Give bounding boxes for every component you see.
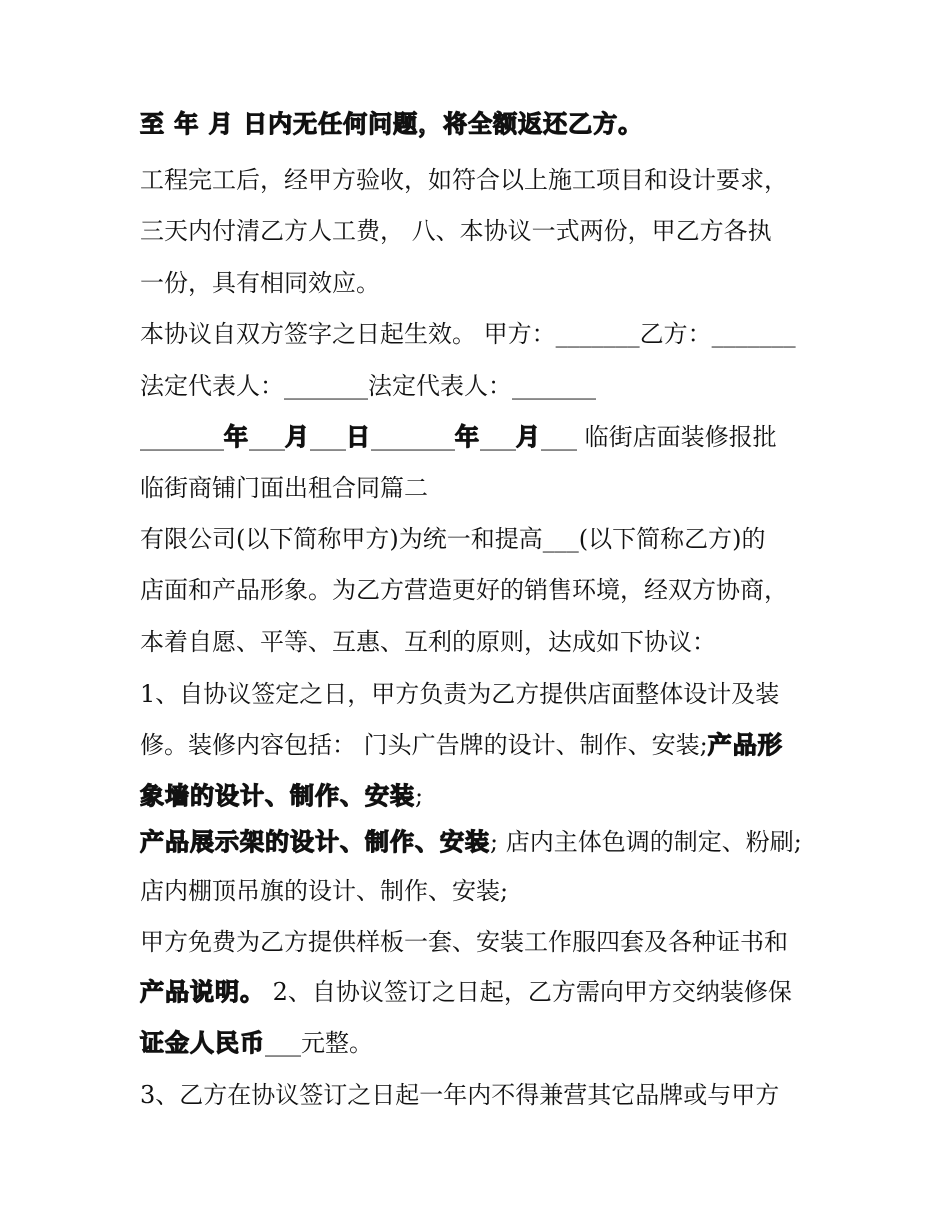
text-run: ___	[310, 423, 346, 451]
text-run: 一份，具有相同效应。	[140, 269, 380, 297]
text-line	[140, 927, 788, 957]
text-run: ___	[249, 423, 285, 451]
text-run: 工程完工后，经甲方验收，如符合以上施工项目和设计要求，	[140, 166, 788, 194]
text-run: 月	[285, 423, 310, 451]
text-run: _______	[371, 423, 455, 451]
text-line	[140, 977, 792, 1007]
text-line	[140, 319, 796, 349]
text-run: 有限公司(以下简称甲方)为统一和提高___(以下简称乙方)的	[140, 525, 766, 553]
text-run: 产品说明。	[140, 978, 265, 1006]
text-run: 1、自协议签定之日，甲方负责为乙方提供店面整体设计及装	[140, 680, 780, 708]
text-line	[140, 371, 596, 401]
text-line	[140, 575, 788, 605]
text-run: 产品形	[707, 731, 783, 759]
text-line	[140, 730, 783, 760]
text-run: 3、乙方在协议签订之日起一年内不得兼营其它品牌或与甲方	[140, 1081, 780, 1109]
text-run: 年	[224, 423, 249, 451]
text-run: 修。装修内容包括： 门头广告牌的设计、制作、安装;	[140, 731, 708, 759]
text-run: 临街商铺门面出租合同篇二	[140, 474, 428, 502]
text-line	[140, 524, 765, 554]
text-run: ;	[415, 782, 424, 810]
text-run: 证金人民币	[140, 1029, 265, 1057]
text-run: 年	[455, 423, 480, 451]
text-run: 月	[516, 423, 541, 451]
text-run: 至 年 月 日内无任何问题，将全额返还乙方。	[140, 110, 644, 138]
text-line	[140, 1028, 373, 1058]
text-line	[140, 827, 802, 857]
text-line	[140, 876, 508, 906]
text-line	[140, 781, 423, 811]
text-run: 日	[346, 423, 371, 451]
text-line	[140, 216, 772, 246]
text-line	[140, 627, 716, 657]
text-run: 店面和产品形象。为乙方营造更好的销售环境，经双方协商，	[140, 576, 788, 604]
text-run: ___ 临街店面装修报批	[541, 423, 777, 451]
text-run: ___元整。	[265, 1029, 373, 1057]
text-run: 本着自愿、平等、互惠、互利的原则，达成如下协议：	[140, 628, 716, 656]
text-run: 三天内付清乙方人工费， 八、本协议一式两份，甲乙方各执	[140, 217, 772, 245]
text-run: 象墙的设计、制作、安装	[140, 782, 415, 810]
text-line	[140, 165, 788, 195]
text-line	[140, 473, 428, 503]
text-run: ___	[480, 423, 516, 451]
text-line	[140, 679, 779, 709]
text-line	[140, 268, 380, 298]
text-run: _______	[140, 423, 224, 451]
text-line	[140, 1080, 779, 1110]
text-run: 2、自协议签订之日起，乙方需向甲方交纳装修保	[265, 978, 792, 1006]
text-run: 店内棚顶吊旗的设计、制作、安装;	[140, 877, 509, 905]
text-run: 法定代表人：_______法定代表人：_______	[140, 372, 596, 400]
text-line	[140, 422, 777, 452]
text-line	[140, 109, 643, 139]
text-run: ; 店内主体色调的制定、粉刷;	[490, 828, 802, 856]
text-run: 产品展示架的设计、制作、安装	[140, 828, 490, 856]
text-run: 甲方免费为乙方提供样板一套、安装工作服四套及各种证书和	[140, 928, 788, 956]
text-run: 本协议自双方签字之日起生效。 甲方：_______乙方：_______	[140, 320, 796, 348]
